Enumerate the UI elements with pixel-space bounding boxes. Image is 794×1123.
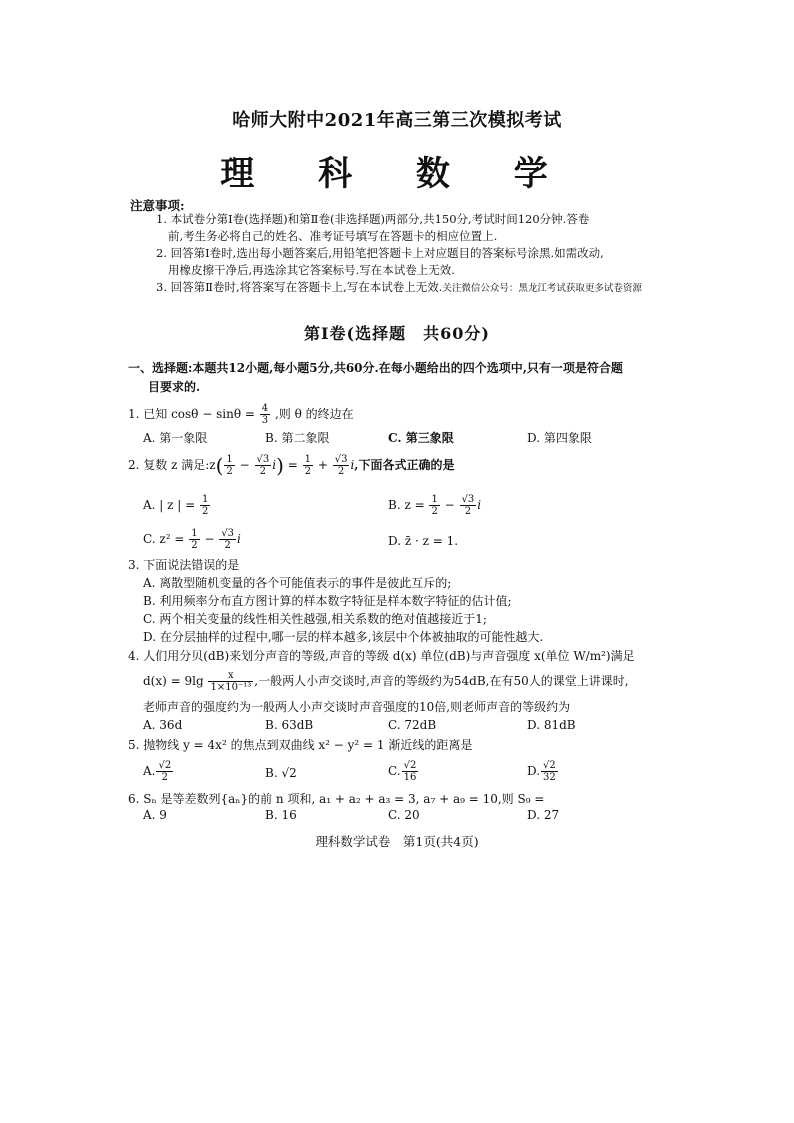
q3-option-a: A. 离散型随机变量的各个可能值表示的事件是彼此互斥的; xyxy=(143,576,452,590)
q3-option-b: B. 利用频率分布直方图计算的样本数字特征是样本数字特征的估计值; xyxy=(143,594,512,608)
q4-option-b: B. 63dB xyxy=(265,718,314,732)
q2-option-a xyxy=(143,494,211,517)
notice-item: 用橡皮擦干净后,再选涂其它答案标号.写在本试卷上无效. xyxy=(168,263,455,277)
frac-den: 2 xyxy=(259,466,267,477)
q2-prefix: 2. 复数 z 满足:z xyxy=(128,458,216,472)
frac-den: 1×10⁻¹³ xyxy=(210,682,252,693)
imag-unit: i xyxy=(272,458,277,472)
equals-sign: = xyxy=(287,458,298,472)
question-4-line1: 4. 人们用分贝(dB)来划分声音的等级,声音的等级 d(x) 单位(dB)与声音强度 x(单位 W/m²)满足 xyxy=(128,649,635,663)
notice-item: 2. 回答第Ⅰ卷时,选出每小题答案后,用铅笔把答题卡上对应题目的答案标号涂黑.如需改动, xyxy=(156,246,604,260)
notice-heading: 注意事项: xyxy=(130,198,185,213)
frac-den: 2 xyxy=(464,506,472,517)
section-intro-line: 目要求的. xyxy=(148,380,201,394)
q5-option-c-label: C. xyxy=(388,764,401,778)
q2-option-d: D. z̄ · z = 1. xyxy=(388,534,459,548)
q2-paren-open: ( xyxy=(215,453,224,478)
q1-frac-den: 3 xyxy=(261,415,269,426)
q1-option-c: C. 第三象限 xyxy=(388,431,454,445)
frac-den: 2 xyxy=(202,506,209,517)
q2-frac-root3 xyxy=(255,454,272,477)
q1-suffix: ,则 θ 的终边在 xyxy=(274,407,354,421)
frac-num: 1 xyxy=(304,454,311,465)
q2-option-a-label: A. | z | = xyxy=(143,498,196,512)
question-4-formula xyxy=(143,670,673,693)
frac-num: √3 xyxy=(256,454,270,465)
q1-option-b: B. 第二象限 xyxy=(265,431,330,445)
q6-option-d: D. 27 xyxy=(527,808,560,822)
q2-option-a-frac xyxy=(200,494,210,517)
frac-den: 2 xyxy=(431,506,438,517)
q5-option-c-frac xyxy=(402,760,419,783)
frac-num: √2 xyxy=(543,760,556,771)
q5-option-b: B. √2 xyxy=(265,766,297,780)
page-footer: 理科数学试卷 第1页(共4页) xyxy=(315,834,479,849)
q4-option-a: A. 36d xyxy=(143,718,183,732)
frac-num: 1 xyxy=(202,494,209,505)
imag-unit: i xyxy=(350,458,355,472)
frac-num: 1 xyxy=(191,528,198,539)
frac-den: 2 xyxy=(224,540,231,551)
imag-unit: i xyxy=(237,532,241,546)
minus-sign: − xyxy=(444,498,455,512)
q2-option-c-frac1 xyxy=(189,528,199,551)
q1-option-a: A. 第一象限 xyxy=(143,431,208,445)
frac-den: 2 xyxy=(226,466,233,477)
q2-paren-close: ) xyxy=(276,453,284,478)
question-3: 3. 下面说法错误的是 xyxy=(128,558,240,572)
q2-option-c xyxy=(143,528,241,551)
frac-den: 2 xyxy=(337,466,345,477)
frac-den: 2 xyxy=(304,466,311,477)
q6-option-a: A. 9 xyxy=(143,808,167,822)
frac-num: 1 xyxy=(431,494,438,505)
q2-frac-root3-2 xyxy=(333,454,350,477)
q5-option-d-frac xyxy=(541,760,558,783)
q4-option-d: D. 81dB xyxy=(527,718,576,732)
frac-num: √2 xyxy=(403,760,417,771)
frac-den: 2 xyxy=(191,540,198,551)
minus-sign: − xyxy=(239,458,250,472)
q3-option-d: D. 在分层抽样的过程中,哪一层的样本越多,该层中个体被抽取的可能性越大. xyxy=(143,630,544,644)
q2-option-b xyxy=(388,494,481,517)
exam-title: 哈师大附中2021年高三第三次模拟考试 xyxy=(232,110,562,131)
notice-item: 1. 本试卷分第Ⅰ卷(选择题)和第Ⅱ卷(非选择题)两部分,共150分,考试时间120分钟.答卷 xyxy=(156,212,590,226)
minus-sign: − xyxy=(204,532,215,546)
section-intro-line: 一、选择题:本题共12小题,每小题5分,共60分.在每小题给出的四个选项中,只有一项是符合题 xyxy=(128,361,623,375)
q3-option-c: C. 两个相关变量的线性相关性越强,相关系数的绝对值越接近于1; xyxy=(143,612,487,626)
q5-option-a-label: A. xyxy=(143,764,156,778)
section-title: 第Ⅰ卷(选择题 共60分) xyxy=(304,324,490,343)
frac-num: √3 xyxy=(221,528,235,539)
frac-num: 1 xyxy=(226,454,233,465)
section-intro xyxy=(128,359,668,397)
frac-num: √2 xyxy=(158,760,172,771)
q4-option-c: C. 72dB xyxy=(388,718,437,732)
q2-option-c-frac2 xyxy=(219,528,236,551)
question-5: 5. 抛物线 y = 4x² 的焦点到双曲线 x² − y² = 1 渐近线的距离是 xyxy=(128,738,473,752)
q6-option-b: B. 16 xyxy=(265,808,297,822)
q4-formula-prefix: d(x) = 9lg xyxy=(143,674,204,688)
q4-formula-frac xyxy=(208,670,253,693)
question-1 xyxy=(128,403,673,426)
notice-list xyxy=(156,211,676,297)
q2-option-b-frac2 xyxy=(460,494,477,517)
notice-item xyxy=(156,279,676,297)
q2-frac-half-2 xyxy=(303,454,313,477)
q5-option-c xyxy=(388,760,419,783)
question-2 xyxy=(128,454,673,477)
frac-num: √3 xyxy=(334,454,348,465)
q6-option-c: C. 20 xyxy=(388,808,420,822)
imag-unit: i xyxy=(477,498,482,512)
question-4-line3: 老师声音的强度约为一般两人小声交谈时声音强度的10倍,则老师声音的等级约为 xyxy=(143,700,571,714)
q5-option-d xyxy=(527,760,559,783)
frac-num: x xyxy=(208,670,253,682)
q1-frac-num: 4 xyxy=(261,403,269,414)
frac-num: √3 xyxy=(461,494,475,505)
wechat-note: 关注微信公众号：黑龙江考试获取更多试卷资源 xyxy=(442,283,642,294)
q2-frac-half xyxy=(224,454,234,477)
frac-den: 32 xyxy=(543,772,556,783)
question-6: 6. Sₙ 是等差数列{aₙ}的前 n 项和, a₁ + a₂ + a₃ = 3, a₇ + a₉ = 10,则 S₉ = xyxy=(128,792,545,806)
q2-option-b-label: B. z = xyxy=(388,498,425,512)
q2-tail: ,下面各式正确的是 xyxy=(354,458,455,472)
q5-option-a xyxy=(143,760,174,783)
q2-option-c-label: C. z² = xyxy=(143,532,185,546)
q4-line2: ,一般两人小声交谈时,声音的等级约为54dB,在有50人的课堂上讲课时, xyxy=(254,674,629,688)
q2-option-b-frac1 xyxy=(429,494,439,517)
q1-prefix: 1. 已知 cosθ − sinθ = xyxy=(128,407,255,421)
q1-option-d: D. 第四象限 xyxy=(527,431,592,445)
q1-fraction xyxy=(260,403,270,426)
q5-option-d-label: D. xyxy=(527,764,541,778)
notice-item: 前,考生务必将自己的姓名、准考证号填写在答题卡的相应位置上. xyxy=(168,229,498,243)
q5-option-a-frac xyxy=(156,760,173,783)
plus-sign: + xyxy=(317,458,328,472)
frac-den: 2 xyxy=(161,772,169,783)
subject-title: 理 科 数 学 xyxy=(220,154,574,194)
notice-item-text: 3. 回答第Ⅱ卷时,将答案写在答题卡上,写在本试卷上无效. xyxy=(156,280,443,294)
frac-den: 16 xyxy=(403,772,417,783)
